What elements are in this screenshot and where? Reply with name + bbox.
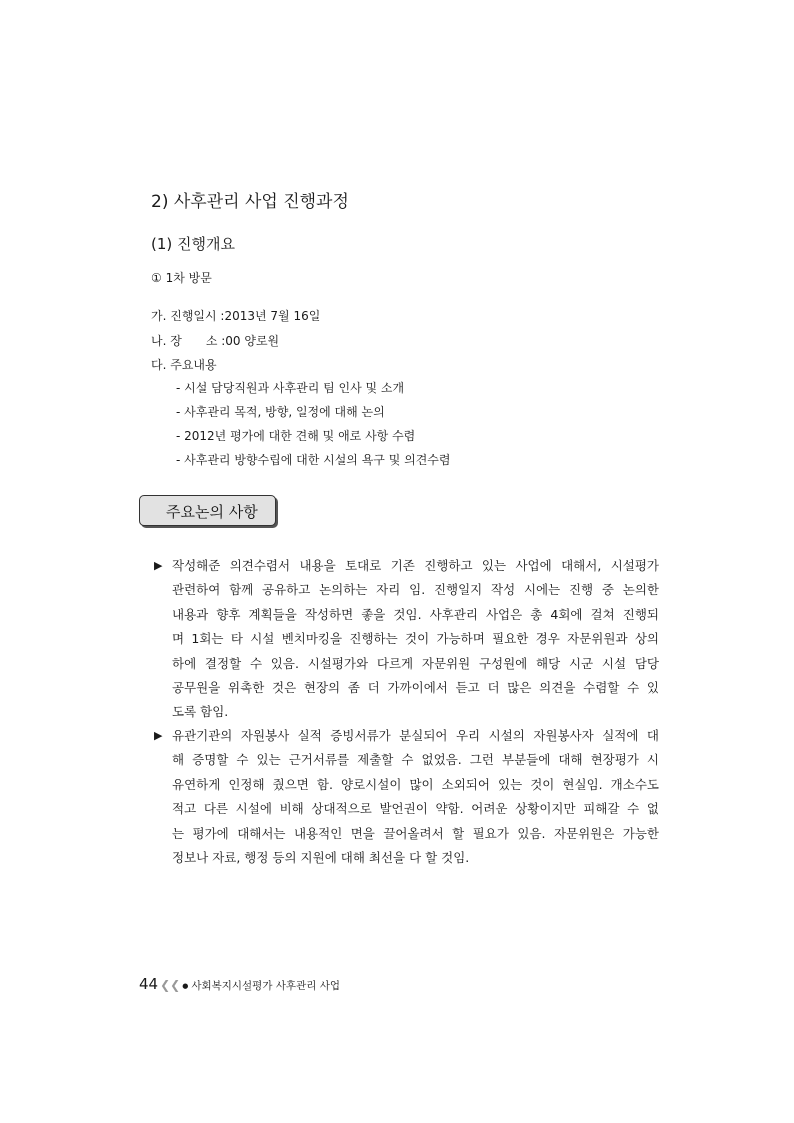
content-item: - 2012년 평가에 대한 견해 및 애로 사항 수렴 <box>176 429 416 443</box>
paragraph-line: 관련하여 함께 공유하고 논의하는 자리 임. 진행일지 작성 시에는 진행 중 논의한 <box>172 582 659 598</box>
chevron-left-icon: ❮❮ <box>160 978 181 992</box>
paragraph-line: 내용과 향후 계획들을 작성하면 좋을 것임. 사후관리 사업은 총 4회에 걸쳐 진행되 <box>172 606 659 622</box>
info-row-date <box>151 307 320 324</box>
content-item: - 사후관리 방향수립에 대한 시설의 욕구 및 의견수렴 <box>176 453 451 467</box>
visit-label: ① 1차 방문 <box>151 271 212 285</box>
paragraph-line: 하에 결정할 수 있음. 시설평가와 다르게 자문위원 구성원에 해당 시군 시설 담당 <box>172 655 659 671</box>
paragraph-line: 유연하게 인정해 줬으면 함. 양로시설이 많이 소외되어 있는 것이 현실임. 개소수도 <box>172 776 659 792</box>
info-value: 2013년 7월 16일 <box>224 309 321 323</box>
paragraph-line: 적고 다른 시설에 비해 상대적으로 발언권이 약함. 어려운 상황이지만 피해갈 수 없 <box>172 801 659 817</box>
dot-icon: ● <box>182 981 189 990</box>
info-value: 00 양로원 <box>225 334 280 348</box>
paragraph-line: 유관기관의 자원봉사 실적 증빙서류가 분실되어 우리 시설의 자원봉사자 실적에 대 <box>172 728 659 743</box>
info-row-contents <box>151 356 217 373</box>
paragraph-line: 는 평가에 대해서는 내용적인 면을 끌어올려서 할 필요가 있음. 자문위원은 가능한 <box>172 825 659 841</box>
paragraph-line: 공무원을 위촉한 것은 현장의 좀 더 가까이에서 듣고 더 많은 의견을 수렴할 수 있 <box>172 679 659 695</box>
discussion-paragraph <box>154 554 659 725</box>
paragraph-line: 며 1회는 타 시설 벤치마킹을 진행하는 것이 가능하며 필요한 경우 자문위원과 상의 <box>172 631 659 647</box>
info-label: 나. 장 소 : <box>151 334 226 348</box>
info-label: 다. 주요내용 <box>151 358 217 372</box>
discussion-heading: 주요논의 사항 <box>166 503 258 521</box>
paragraph-line: 작성해준 의견수렴서 내용을 토대로 기존 진행하고 있는 사업에 대해서, 시설평가 <box>172 558 659 573</box>
discussion-heading-box <box>139 495 276 526</box>
bullet-marker-icon: ▶ <box>154 729 163 742</box>
content-item: - 사후관리 목적, 방향, 일정에 대해 논의 <box>176 405 385 419</box>
info-row-place <box>151 332 279 349</box>
discussion-paragraph <box>154 724 659 870</box>
content-item: - 시설 담당직원과 사후관리 팀 인사 및 소개 <box>176 381 405 395</box>
paragraph-line: 정보나 자료, 행정 등의 지원에 대해 최선을 다 할 것임. <box>172 849 470 865</box>
section-title: 2) 사후관리 사업 진행과정 <box>151 192 349 212</box>
subsection-title: (1) 진행개요 <box>151 235 235 253</box>
bullet-marker-icon: ▶ <box>154 559 163 572</box>
paragraph-line: 도록 함임. <box>172 704 229 720</box>
page-number: 44 <box>139 975 159 993</box>
book-title: 사회복지시설평가 사후관리 사업 <box>191 980 340 992</box>
info-label: 가. 진행일시 : <box>151 309 225 323</box>
page-footer <box>139 975 340 993</box>
paragraph-line: 해 증명할 수 있는 근거서류를 제출할 수 없었음. 그런 부분들에 대해 현장평가 시 <box>172 752 659 768</box>
